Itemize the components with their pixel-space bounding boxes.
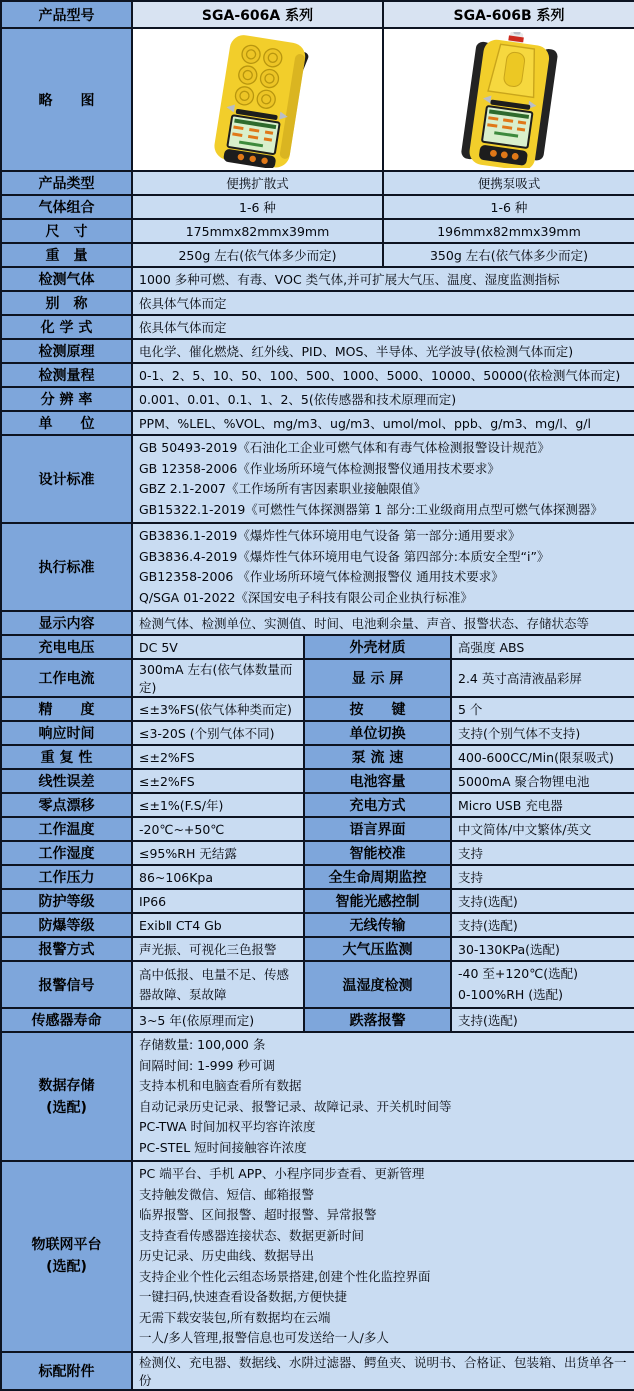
label-pump-flow: 泵 流 速 <box>304 745 451 769</box>
value-weight-b: 350g 左右(依气体多少而定) <box>383 243 634 267</box>
value-charging-method: Micro USB 充电器 <box>451 793 634 817</box>
label-shell-material: 外壳材质 <box>304 635 451 659</box>
table-row <box>1 865 634 889</box>
table-row <box>1 961 634 1008</box>
sketch-cell-a <box>132 28 383 171</box>
table-row <box>1 841 634 865</box>
label-alarm-method: 报警方式 <box>1 937 132 961</box>
label-alias: 别 称 <box>1 291 132 315</box>
label-charging-voltage: 充电电压 <box>1 635 132 659</box>
table-row <box>1 411 634 435</box>
label-executive-standard: 执行标准 <box>1 523 132 611</box>
value-weight-a: 250g 左右(依气体多少而定) <box>132 243 383 267</box>
label-wireless-transmission: 无线传输 <box>304 913 451 937</box>
header-series-a: SGA-606A 系列 <box>132 1 383 28</box>
table-row <box>1 28 634 171</box>
table-row <box>1 363 634 387</box>
label-detected-gas: 检测气体 <box>1 267 132 291</box>
value-barometric-monitoring: 30-130KPa(选配) <box>451 937 634 961</box>
table-row <box>1 1008 634 1032</box>
value-dimensions-b: 196mmx82mmx39mm <box>383 219 634 243</box>
label-temp-humidity-detection: 温湿度检测 <box>304 961 451 1008</box>
table-row <box>1 889 634 913</box>
label-working-temperature: 工作温度 <box>1 817 132 841</box>
value-drop-alarm: 支持(选配) <box>451 1008 634 1032</box>
label-accuracy: 精 度 <box>1 697 132 721</box>
label-smart-calibration: 智能校准 <box>304 841 451 865</box>
value-smart-calibration: 支持 <box>451 841 634 865</box>
value-display-screen: 2.4 英寸高清液晶彩屏 <box>451 659 634 697</box>
value-executive-standard: GB3836.1-2019《爆炸性气体环境用电气设备 第一部分:通用要求》 GB3836.4-2019《爆炸性气体环境用电气设备 第四部分:本质安全型“i”》 GB12358-2006 《作业场所环境气体检测报警仪 通用技术要求》 Q/SGA 01-2022《深国安电子科技有限公司企业执行标准》 <box>132 523 634 611</box>
value-response-time: ≤3-20S (个别气体不同) <box>132 721 304 745</box>
table-row <box>1 913 634 937</box>
value-iot-platform: PC 端平台、手机 APP、小程序同步查看、更新管理 支持触发微信、短信、邮箱报警 临界报警、区间报警、超时报警、异常报警 支持查看传感器连接状态、数据更新时间 历史记录、历史曲线、数据导出 支持企业个性化云组态场景搭建,创建个性化监控界面 一键扫码,快速查看设备数据,方便快捷 无需下载安装包,所有数据均在云端 一人/多人管理,报警信息也可发送给一人/多人 <box>132 1161 634 1352</box>
label-battery-capacity: 电池容量 <box>304 769 451 793</box>
label-data-storage: 数据存储 (选配) <box>1 1032 132 1161</box>
value-sensor-life: 3~5 年(依原理而定) <box>132 1008 304 1032</box>
label-lifecycle-monitoring: 全生命周期监控 <box>304 865 451 889</box>
label-gas-combination: 气体组合 <box>1 195 132 219</box>
label-iot-platform: 物联网平台 (选配) <box>1 1161 132 1352</box>
label-sensor-life: 传感器寿命 <box>1 1008 132 1032</box>
label-detection-principle: 检测原理 <box>1 339 132 363</box>
value-dimensions-a: 175mmx82mmx39mm <box>132 219 383 243</box>
value-alarm-method: 声光振、可视化三色报警 <box>132 937 304 961</box>
label-alarm-signal: 报警信号 <box>1 961 132 1008</box>
table-row <box>1 171 634 195</box>
table-row <box>1 195 634 219</box>
value-standard-accessories: 检测仪、充电器、数据线、水阱过滤器、鳄鱼夹、说明书、合格证、包装箱、出货单各一份 <box>132 1352 634 1390</box>
label-sketch: 略 图 <box>1 28 132 171</box>
sga-606a-product-image <box>138 32 378 168</box>
value-product-type-b: 便携泵吸式 <box>383 171 634 195</box>
label-product-type: 产品类型 <box>1 171 132 195</box>
value-working-current: 300mA 左右(依气体数量而定) <box>132 659 304 697</box>
value-chemical-formula: 依具体气体而定 <box>132 315 634 339</box>
table-row <box>1 697 634 721</box>
value-pump-flow: 400-600CC/Min(限泵吸式) <box>451 745 634 769</box>
label-response-time: 响应时间 <box>1 721 132 745</box>
table-row <box>1 937 634 961</box>
table-row <box>1 1 634 28</box>
label-working-current: 工作电流 <box>1 659 132 697</box>
table-row <box>1 1032 634 1161</box>
value-gas-combination-a: 1-6 种 <box>132 195 383 219</box>
label-language-interface: 语言界面 <box>304 817 451 841</box>
value-unit-switch: 支持(个别气体不支持) <box>451 721 634 745</box>
value-design-standard: GB 50493-2019《石油化工企业可燃气体和有毒气体检测报警设计规范》 GB 12358-2006《作业场所环境气体检测报警仪通用技术要求》 GBZ 2.1-2007《工作场所有害因素职业接触限值》 GB15322.1-2019《可燃性气体探测器第 1 部分:工业级商用点型可燃气体探测器》 <box>132 435 634 523</box>
value-detected-gas: 1000 多种可燃、有毒、VOC 类气体,并可扩展大气压、温度、湿度监测指标 <box>132 267 634 291</box>
value-buttons: 5 个 <box>451 697 634 721</box>
value-product-type-a: 便携扩散式 <box>132 171 383 195</box>
value-resolution: 0.001、0.01、0.1、1、2、5(依传感器和技术原理而定) <box>132 387 634 411</box>
value-shell-material: 高强度 ABS <box>451 635 634 659</box>
value-battery-capacity: 5000mA 聚合物锂电池 <box>451 769 634 793</box>
table-row <box>1 1161 634 1352</box>
value-working-humidity: ≤95%RH 无结露 <box>132 841 304 865</box>
label-resolution: 分 辨 率 <box>1 387 132 411</box>
label-buttons: 按 键 <box>304 697 451 721</box>
value-accuracy: ≤±3%FS(依气体种类而定) <box>132 697 304 721</box>
label-chemical-formula: 化 学 式 <box>1 315 132 339</box>
value-repeatability: ≤±2%FS <box>132 745 304 769</box>
value-linearity-error: ≤±2%FS <box>132 769 304 793</box>
table-row <box>1 635 634 659</box>
table-row <box>1 769 634 793</box>
table-row <box>1 817 634 841</box>
value-alarm-signal: 高中低报、电量不足、传感器故障、泵故障 <box>132 961 304 1008</box>
table-row <box>1 315 634 339</box>
table-row <box>1 523 634 611</box>
label-standard-accessories: 标配附件 <box>1 1352 132 1390</box>
value-wireless-transmission: 支持(选配) <box>451 913 634 937</box>
value-detection-principle: 电化学、催化燃烧、红外线、PID、MOS、半导体、光学波导(依检测气体而定) <box>132 339 634 363</box>
label-display-screen: 显 示 屏 <box>304 659 451 697</box>
table-row <box>1 243 634 267</box>
value-alias: 依具体气体而定 <box>132 291 634 315</box>
table-row <box>1 1352 634 1390</box>
value-charging-voltage: DC 5V <box>132 635 304 659</box>
label-protection-rating: 防护等级 <box>1 889 132 913</box>
value-working-temperature: -20℃~+50℃ <box>132 817 304 841</box>
label-unit-switch: 单位切换 <box>304 721 451 745</box>
value-working-pressure: 86~106Kpa <box>132 865 304 889</box>
label-repeatability: 重 复 性 <box>1 745 132 769</box>
table-row <box>1 659 634 697</box>
label-detection-range: 检测量程 <box>1 363 132 387</box>
label-light-sensor-control: 智能光感控制 <box>304 889 451 913</box>
label-working-pressure: 工作压力 <box>1 865 132 889</box>
table-row <box>1 387 634 411</box>
table-row <box>1 721 634 745</box>
table-row <box>1 435 634 523</box>
value-detection-range: 0-1、2、5、10、50、100、500、1000、5000、10000、50000(依检测气体而定) <box>132 363 634 387</box>
value-light-sensor-control: 支持(选配) <box>451 889 634 913</box>
table-row <box>1 793 634 817</box>
value-explosion-proof-rating: ExibⅡ CT4 Gb <box>132 913 304 937</box>
table-row <box>1 339 634 363</box>
value-protection-rating: IP66 <box>132 889 304 913</box>
sketch-cell-b <box>383 28 634 171</box>
header-product-model: 产品型号 <box>1 1 132 28</box>
label-linearity-error: 线性误差 <box>1 769 132 793</box>
table-row <box>1 291 634 315</box>
value-lifecycle-monitoring: 支持 <box>451 865 634 889</box>
label-charging-method: 充电方式 <box>304 793 451 817</box>
label-explosion-proof-rating: 防爆等级 <box>1 913 132 937</box>
value-display-content: 检测气体、检测单位、实测值、时间、电池剩余量、声音、报警状态、存储状态等 <box>132 611 634 635</box>
table-row <box>1 611 634 635</box>
sga-606b-product-image <box>389 32 629 168</box>
value-gas-combination-b: 1-6 种 <box>383 195 634 219</box>
value-temp-humidity-detection: -40 至+120℃(选配) 0-100%RH (选配) <box>451 961 634 1008</box>
label-design-standard: 设计标准 <box>1 435 132 523</box>
table-row <box>1 267 634 291</box>
table-row <box>1 219 634 243</box>
label-units: 单 位 <box>1 411 132 435</box>
value-zero-drift: ≤±1%(F.S/年) <box>132 793 304 817</box>
value-data-storage: 存储数量: 100,000 条 间隔时间: 1-999 秒可调 支持本机和电脑查看所有数据 自动记录历史记录、报警记录、故障记录、开关机时间等 PC-TWA 时间加权平均容许浓度 PC-STEL 短时间接触容许浓度 <box>132 1032 634 1161</box>
value-language-interface: 中文简体/中文繁体/英文 <box>451 817 634 841</box>
table-row <box>1 745 634 769</box>
label-barometric-monitoring: 大气压监测 <box>304 937 451 961</box>
label-drop-alarm: 跌落报警 <box>304 1008 451 1032</box>
label-weight: 重 量 <box>1 243 132 267</box>
label-working-humidity: 工作湿度 <box>1 841 132 865</box>
header-series-b: SGA-606B 系列 <box>383 1 634 28</box>
label-display-content: 显示内容 <box>1 611 132 635</box>
label-dimensions: 尺 寸 <box>1 219 132 243</box>
label-zero-drift: 零点漂移 <box>1 793 132 817</box>
value-units: PPM、%LEL、%VOL、mg/m3、ug/m3、umol/mol、ppb、g/m3、mg/l、g/l <box>132 411 634 435</box>
